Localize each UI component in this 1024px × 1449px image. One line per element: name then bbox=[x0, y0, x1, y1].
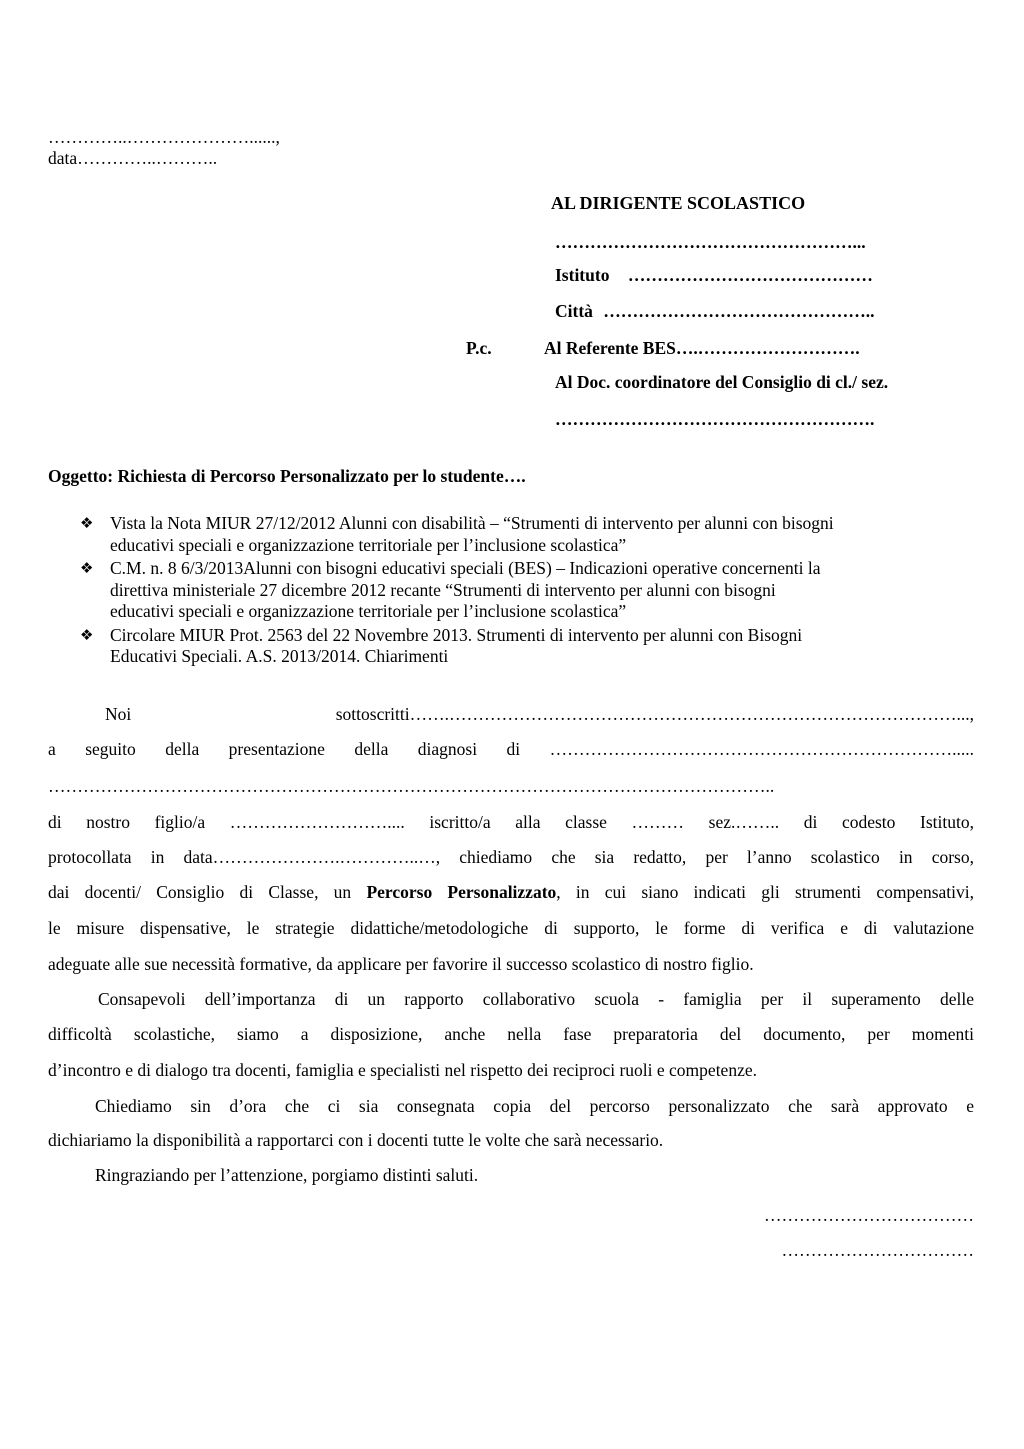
subject-line: Oggetto: Richiesta di Percorso Personalizzato per lo studente…. bbox=[48, 466, 526, 486]
body-line: dichiariamo la disponibilità a rapportarci con i docenti tutte le volte che sarà necessario. bbox=[48, 1130, 664, 1150]
body-line: Noi sottoscritti…….……………………………………………………………………………..., bbox=[105, 704, 974, 724]
coordinatore-dots: ………………………………………………. bbox=[555, 409, 875, 429]
istituto-label: Istituto bbox=[555, 265, 610, 285]
body-line: dai docenti/ Consiglio di Classe, un Percorso Personalizzato, in cui siano indicati gli strumenti compensativi, bbox=[48, 882, 975, 902]
body-line: Consapevoli dell’importanza di un rapporto collaborativo scuola - famiglia per il superamento delle bbox=[98, 989, 974, 1009]
references-list bbox=[80, 513, 980, 670]
recipient-name-dots: ……………………………………………... bbox=[555, 232, 866, 252]
body-line: protocollata in data………………….…………..…, chiediamo che sia redatto, per l’anno scolastico in corso, bbox=[48, 847, 974, 867]
pc-label: P.c. bbox=[466, 338, 492, 358]
diamond-bullet-icon: ❖ bbox=[80, 514, 94, 532]
place-line: …………..…………………......, bbox=[48, 127, 280, 147]
citta-line bbox=[555, 301, 875, 322]
date-line: data…………..……….. bbox=[48, 148, 218, 168]
referente-line bbox=[544, 338, 860, 359]
reference-item: ❖ Circolare MIUR Prot. 2563 del 22 Novembre 2013. Strumenti di intervento per alunni con Bisogni Educativi Speciali. A.S. 2013/2014. Chiarimenti bbox=[80, 624, 803, 666]
signature-line: …………………………… bbox=[781, 1240, 974, 1260]
body-line: difficoltà scolastiche, siamo a disposizione, anche nella fase preparatoria del documento, per momenti bbox=[48, 1024, 974, 1044]
diamond-bullet-icon: ❖ bbox=[80, 559, 94, 577]
body-line: d’incontro e di dialogo tra docenti, famiglia e specialisti nel rispetto dei reciproci ruoli e competenze. bbox=[48, 1060, 757, 1080]
signature-line: ……………………………… bbox=[764, 1205, 974, 1225]
closing-line: Ringraziando per l’attenzione, porgiamo distinti saluti. bbox=[95, 1165, 479, 1185]
istituto-line bbox=[555, 265, 873, 286]
coordinatore-label: Al Doc. coordinatore del Consiglio di cl./ sez. bbox=[555, 372, 889, 392]
referente-label: Al Referente BES bbox=[544, 338, 676, 358]
citta-dots: ……………………………………….. bbox=[603, 301, 875, 321]
citta-label: Città bbox=[555, 301, 593, 321]
recipient-title: AL DIRIGENTE SCOLASTICO bbox=[551, 193, 806, 213]
reference-item: ❖ Vista la Nota MIUR 27/12/2012 Alunni con disabilità – “Strumenti di intervento per alunni con bisogni educativi speciali e organizzazione territoriale per l’inclusione scolastica” bbox=[80, 513, 834, 555]
reference-item: ❖ C.M. n. 8 6/3/2013Alunni con bisogni educativi speciali (BES) – Indicazioni operative concernenti la direttiva ministeriale 27 dicembre 2012 recante “Strumenti di intervento per alunni con bisogni educativi speciali e organizzazione territoriale per l’inclusione scolastica” bbox=[80, 558, 821, 621]
body-line: …………………………………………………………………………………………………………….. bbox=[48, 776, 775, 796]
body-line: di nostro figlio/a ……………………….... iscritto/a alla classe ……… sez.…….. di codesto Istituto, bbox=[48, 812, 974, 832]
diamond-bullet-icon: ❖ bbox=[80, 625, 94, 644]
body-line: adeguate alle sue necessità formative, da applicare per favorire il successo scolastico di nostro figlio. bbox=[48, 954, 754, 974]
percorso-personalizzato-bold: Percorso Personalizzato bbox=[366, 882, 557, 902]
body-line: a seguito della presentazione della diagnosi di ……………………………………………………………..... bbox=[48, 739, 974, 759]
istituto-dots: …………………………………… bbox=[627, 265, 873, 285]
referente-dots: ….………………………. bbox=[675, 338, 860, 358]
body-line: le misure dispensative, le strategie didattiche/metodologiche di supporto, le forme di verifica e di valutazione bbox=[48, 918, 974, 938]
body-line: Chiediamo sin d’ora che ci sia consegnata copia del percorso personalizzato che sarà approvato e bbox=[95, 1096, 974, 1116]
